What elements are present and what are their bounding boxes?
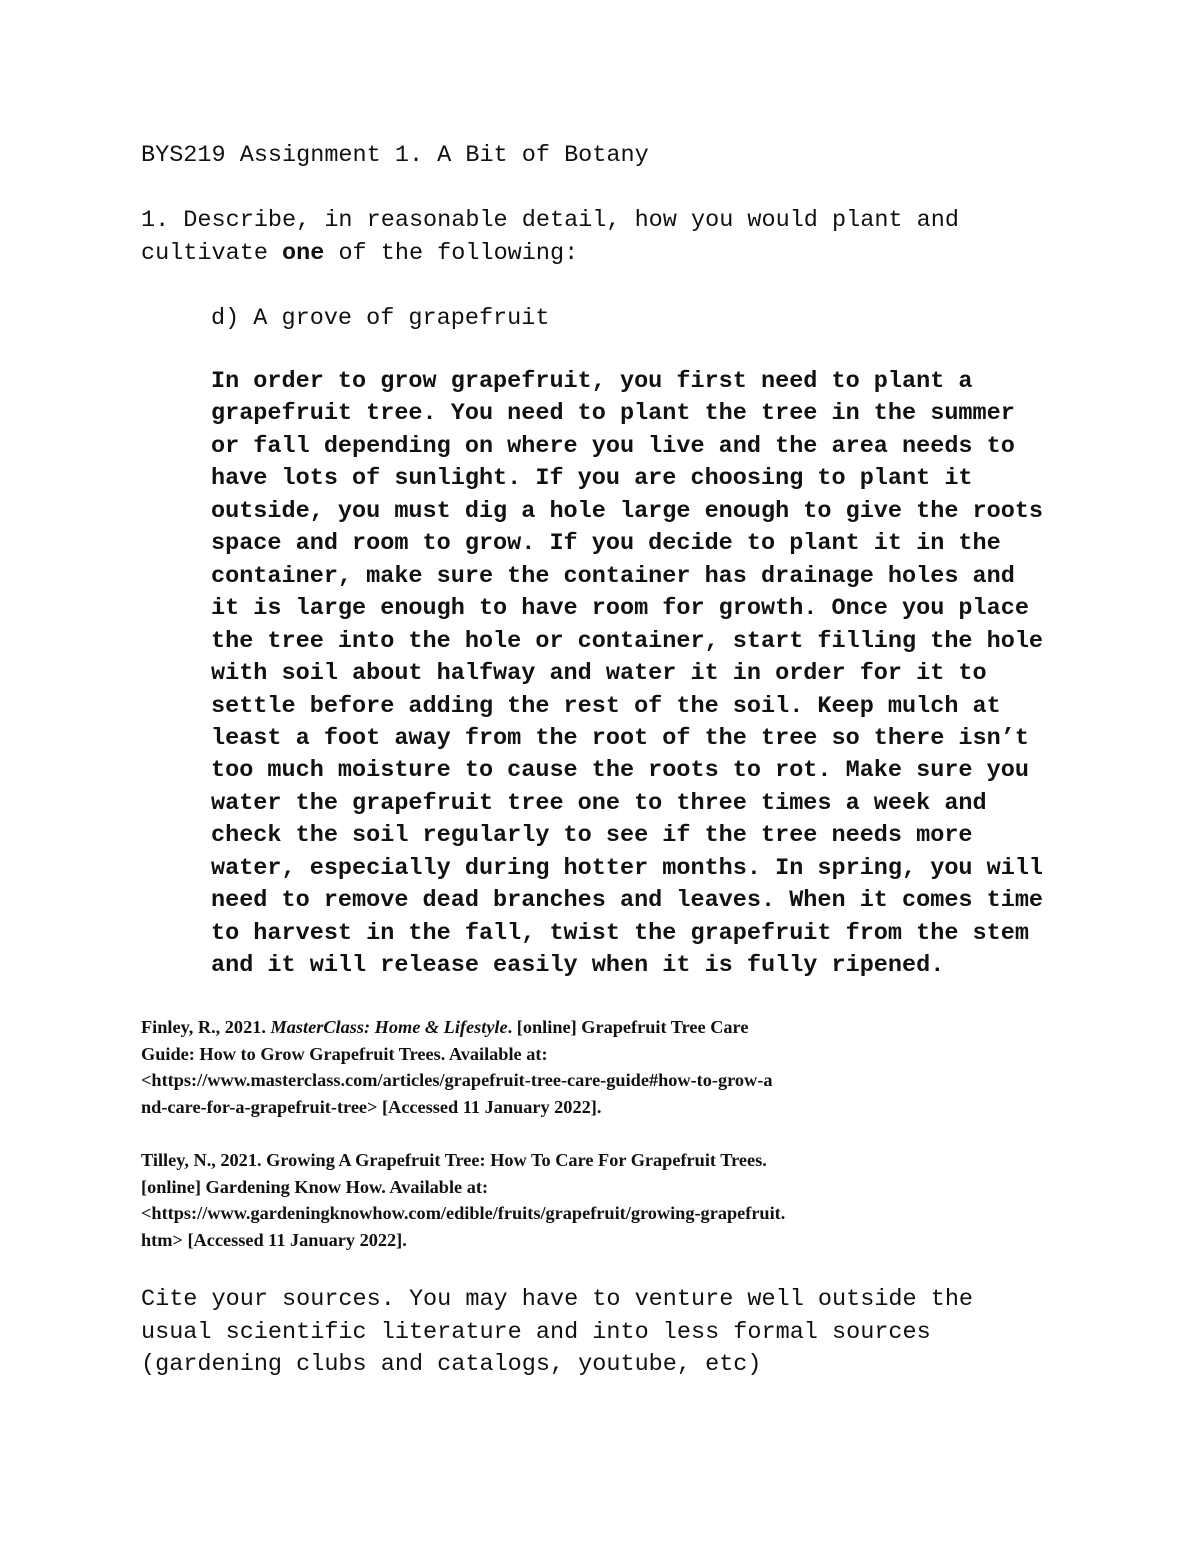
reference-finley [141,1014,1081,1120]
reference-tilley [141,1147,1081,1253]
answer-line: space and room to grow. If you decide to plant it in the [211,530,1001,558]
question-line-2-start: cultivate [141,239,283,267]
question-prompt [141,205,1041,270]
reference-source-title: MasterClass: Home & Lifestyle [270,1017,508,1037]
reference-line [141,1014,1081,1041]
answer-line: with soil about halfway and water it in order for it to [211,660,987,688]
answer-line: need to remove dead branches and leaves. When it comes time [211,887,1044,915]
reference-line: Tilley, N., 2021. Growing A Grapefruit Tree: How To Care For Grapefruit Trees. [141,1150,767,1170]
assignment-title: BYS219 Assignment 1. A Bit of Botany [141,142,649,169]
question-line-1: 1. Describe, in reasonable detail, how you would plant and [141,207,959,234]
answer-line: least a foot away from the root of the tree so there isn’t [211,724,1029,752]
answer-line: and it will release easily when it is fully ripened. [211,952,945,980]
reference-rest: . [online] Grapefruit Tree Care [507,1017,749,1037]
answer-line: have lots of sunlight. If you are choosing to plant it [211,465,973,493]
instruction-line: (gardening clubs and catalogs, youtube, etc) [141,1351,762,1378]
answer-line: water the grapefruit tree one to three times a week and [211,789,987,817]
answer-line: too much moisture to cause the roots to rot. Make sure you [211,757,1029,785]
answer-line: the tree into the hole or container, start filling the hole [211,627,1044,655]
answer-paragraph [211,366,1111,983]
answer-line: water, especially during hotter months. In spring, you will [211,854,1044,882]
instruction-line: usual scientific literature and into less formal sources [141,1318,931,1346]
reference-line: nd-care-for-a-grapefruit-tree> [Accessed 11 January 2022]. [141,1096,602,1117]
question-emphasis: one [282,239,325,267]
reference-author: Finley, R., 2021. [141,1017,271,1037]
answer-line: to harvest in the fall, twist the grapefruit from the stem [211,919,1029,947]
answer-line: settle before adding the rest of the soil. Keep mulch at [211,692,1001,720]
answer-line: In order to grow grapefruit, you first need to plant a [211,368,973,395]
reference-line: [online] Gardening Know How. Available at: [141,1176,489,1197]
answer-line: or fall depending on where you live and the area needs to [211,432,1015,460]
answer-line: container, make sure the container has drainage holes and [211,562,1015,590]
reference-url: <https://www.gardeningknowhow.com/edible/fruits/grapefruit/growing-grapefruit. [141,1203,786,1223]
reference-line: Guide: How to Grow Grapefruit Trees. Available at: [141,1043,548,1064]
answer-line: it is large enough to have room for growth. Once you place [211,595,1029,623]
chosen-option: d) A grove of grapefruit [211,305,550,332]
question-line-2 [141,238,1041,271]
instruction-line: Cite your sources. You may have to venture well outside the [141,1286,974,1313]
answer-line: check the soil regularly to see if the tree needs more [211,822,973,850]
reference-url: <https://www.masterclass.com/articles/grapefruit-tree-care-guide#how-to-grow-a [141,1070,773,1090]
answer-line: grapefruit tree. You need to plant the tree in the summer [211,400,1015,428]
question-line-2-end: of the following: [324,239,579,267]
citation-instructions [141,1284,1041,1382]
reference-line: htm> [Accessed 11 January 2022]. [141,1229,407,1250]
answer-line: outside, you must dig a hole large enough to give the roots [211,497,1044,525]
